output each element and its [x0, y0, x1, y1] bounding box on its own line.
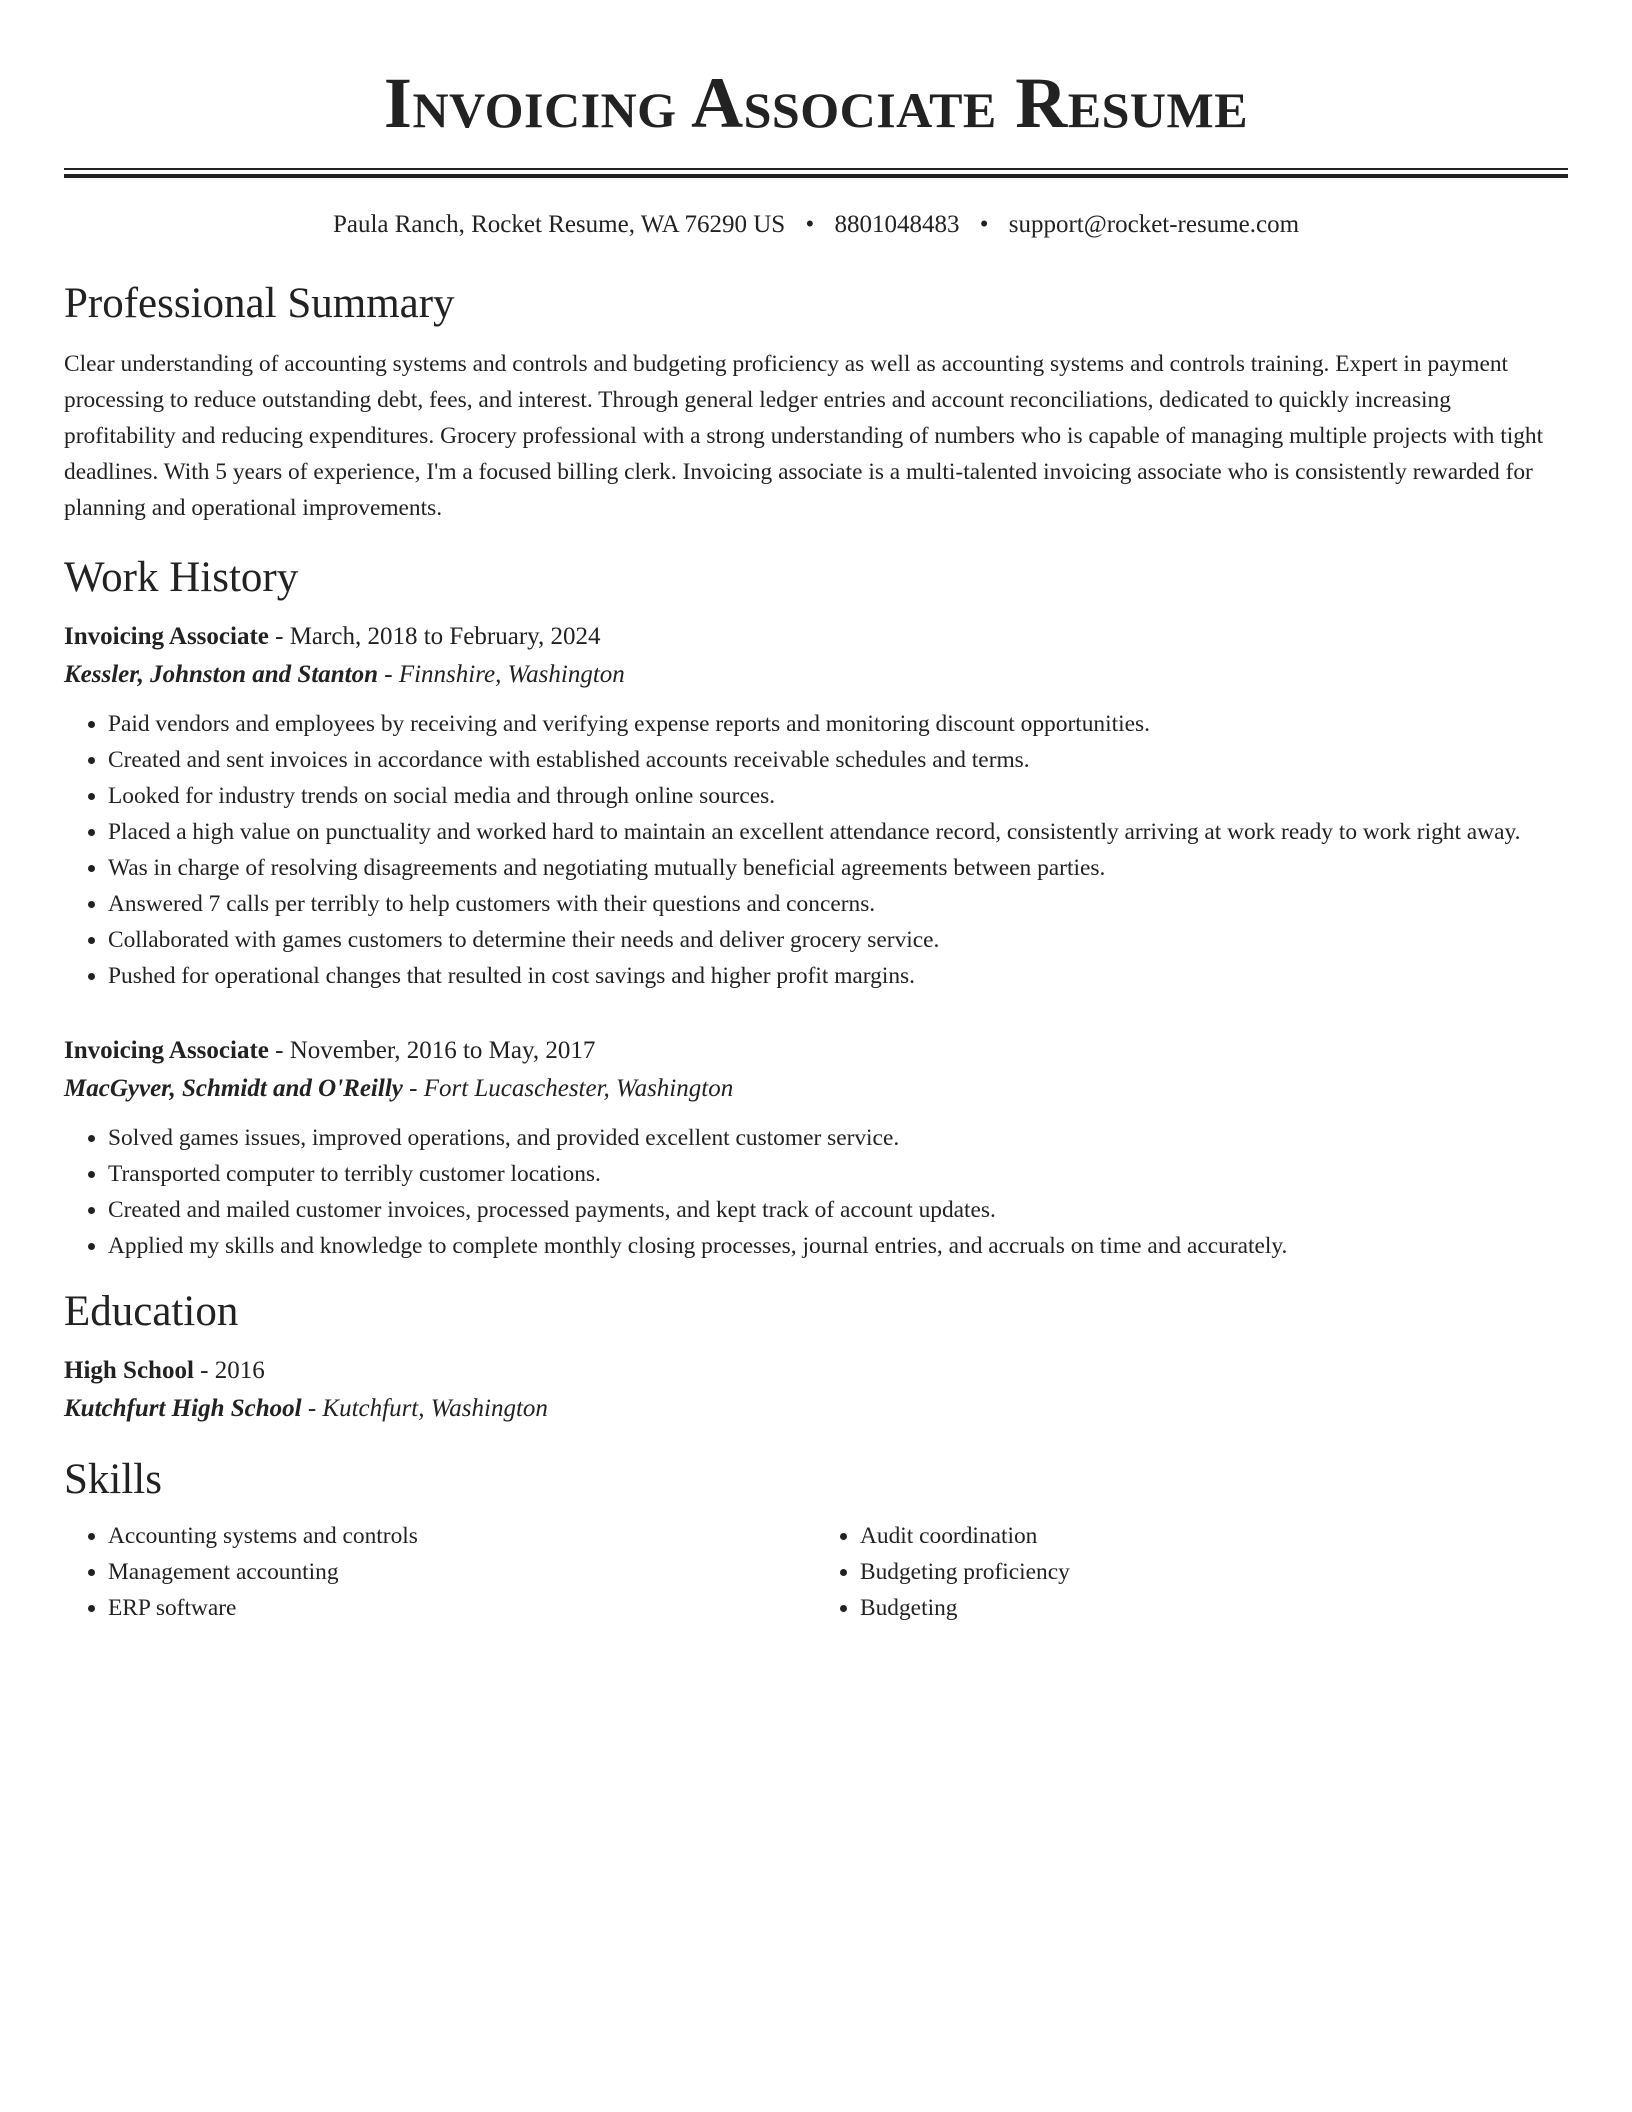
list-item: • Placed a high value on punctuality and worked hard to maintain an excellent attendance record, consistently arriving at work ready to work right away.: [108, 814, 1568, 850]
job-entry: [64, 1032, 1568, 1264]
education-location: - Kutchfurt, Washington: [301, 1395, 548, 1422]
education-year: - 2016: [193, 1357, 265, 1384]
list-item: • Answered 7 calls per terribly to help customers with their questions and concerns.: [108, 886, 1568, 922]
list-item: • Pushed for operational changes that resulted in cost savings and higher profit margins.: [108, 958, 1568, 994]
list-item: • Management accounting: [108, 1554, 816, 1590]
education-school-line: [64, 1390, 1568, 1428]
list-item: • Paid vendors and employees by receiving and verifying expense reports and monitoring discount opportunities.: [108, 706, 1568, 742]
work-history-section: [64, 552, 1568, 1264]
summary-text: Clear understanding of accounting systems and controls and budgeting proficiency as well as accounting systems and controls training. Expert in payment processing to reduce outstanding debt, fees, and interest. Through general ledger entries and account reconciliations, dedicated to quickly increasing profitability and reducing expenditures. Grocery professional with a strong understanding of numbers who is capable of managing multiple projects with tight deadlines. With 5 years of experience, I'm a focused billing clerk. Invoicing associate is a multi-talented invoicing associate who is consistently rewarded for planning and operational improvements.: [64, 351, 1544, 521]
education-entry: [64, 1352, 1568, 1428]
job-company-line: [64, 1070, 1568, 1108]
contact-separator: •: [805, 211, 815, 238]
skills-column-left: [64, 1518, 816, 1626]
job-dates: - November, 2016 to May, 2017: [268, 1037, 596, 1064]
job-company: Kessler, Johnston and Stanton: [64, 661, 379, 688]
skills-heading: Skills: [64, 1456, 162, 1503]
contact-email: support@rocket-resume.com: [1008, 211, 1300, 238]
list-item: • Audit coordination: [860, 1518, 1568, 1554]
job-location: - Fort Lucaschester, Washington: [402, 1075, 734, 1102]
job-title-line: [64, 1032, 1568, 1070]
list-item: • Created and sent invoices in accordance with established accounts receivable schedules and terms.: [108, 742, 1568, 778]
education-section: [64, 1286, 1568, 1428]
education-heading: Education: [64, 1288, 239, 1335]
job-bullets: [64, 1120, 1568, 1264]
list-item: • Applied my skills and knowledge to complete monthly closing processes, journal entries, and accruals on time and accurately.: [108, 1228, 1568, 1264]
job-dates: - March, 2018 to February, 2024: [268, 623, 601, 650]
list-item: • Solved games issues, improved operations, and provided excellent customer service.: [108, 1120, 1568, 1156]
job-entry: [64, 618, 1568, 994]
job-bullets: [64, 706, 1568, 994]
education-school: Kutchfurt High School: [64, 1395, 302, 1422]
contact-separator: •: [979, 211, 989, 238]
job-company: MacGyver, Schmidt and O'Reilly: [64, 1075, 403, 1102]
list-item: • Transported computer to terribly customer locations.: [108, 1156, 1568, 1192]
list-item: • Accounting systems and controls: [108, 1518, 816, 1554]
title-divider: [64, 168, 1568, 178]
contact-address: Paula Ranch, Rocket Resume, WA 76290 US: [332, 211, 786, 238]
job-title: Invoicing Associate: [64, 623, 269, 650]
job-title-line: [64, 618, 1568, 656]
summary-section: [64, 278, 1568, 526]
list-item: • Was in charge of resolving disagreements and negotiating mutually beneficial agreements between parties.: [108, 850, 1568, 886]
job-company-line: [64, 656, 1568, 694]
work-history-heading: Work History: [64, 554, 299, 601]
skills-section: [64, 1454, 1568, 1626]
list-item: • Budgeting: [860, 1590, 1568, 1626]
list-item: • Collaborated with games customers to determine their needs and deliver grocery service.: [108, 922, 1568, 958]
summary-heading: Professional Summary: [64, 280, 455, 327]
contact-line: [64, 208, 1568, 242]
page-title: Invoicing Associate Resume: [383, 63, 1249, 143]
list-item: • Created and mailed customer invoices, processed payments, and kept track of account updates.: [108, 1192, 1568, 1228]
job-title: Invoicing Associate: [64, 1037, 269, 1064]
list-item: • Looked for industry trends on social media and through online sources.: [108, 778, 1568, 814]
list-item: • ERP software: [108, 1590, 816, 1626]
education-degree: High School: [64, 1357, 194, 1384]
contact-phone: 8801048483: [834, 211, 960, 238]
list-item: • Budgeting proficiency: [860, 1554, 1568, 1590]
job-location: - Finnshire, Washington: [378, 661, 625, 688]
education-degree-line: [64, 1352, 1568, 1390]
skills-column-right: [816, 1518, 1568, 1626]
skills-grid: [64, 1518, 1568, 1626]
